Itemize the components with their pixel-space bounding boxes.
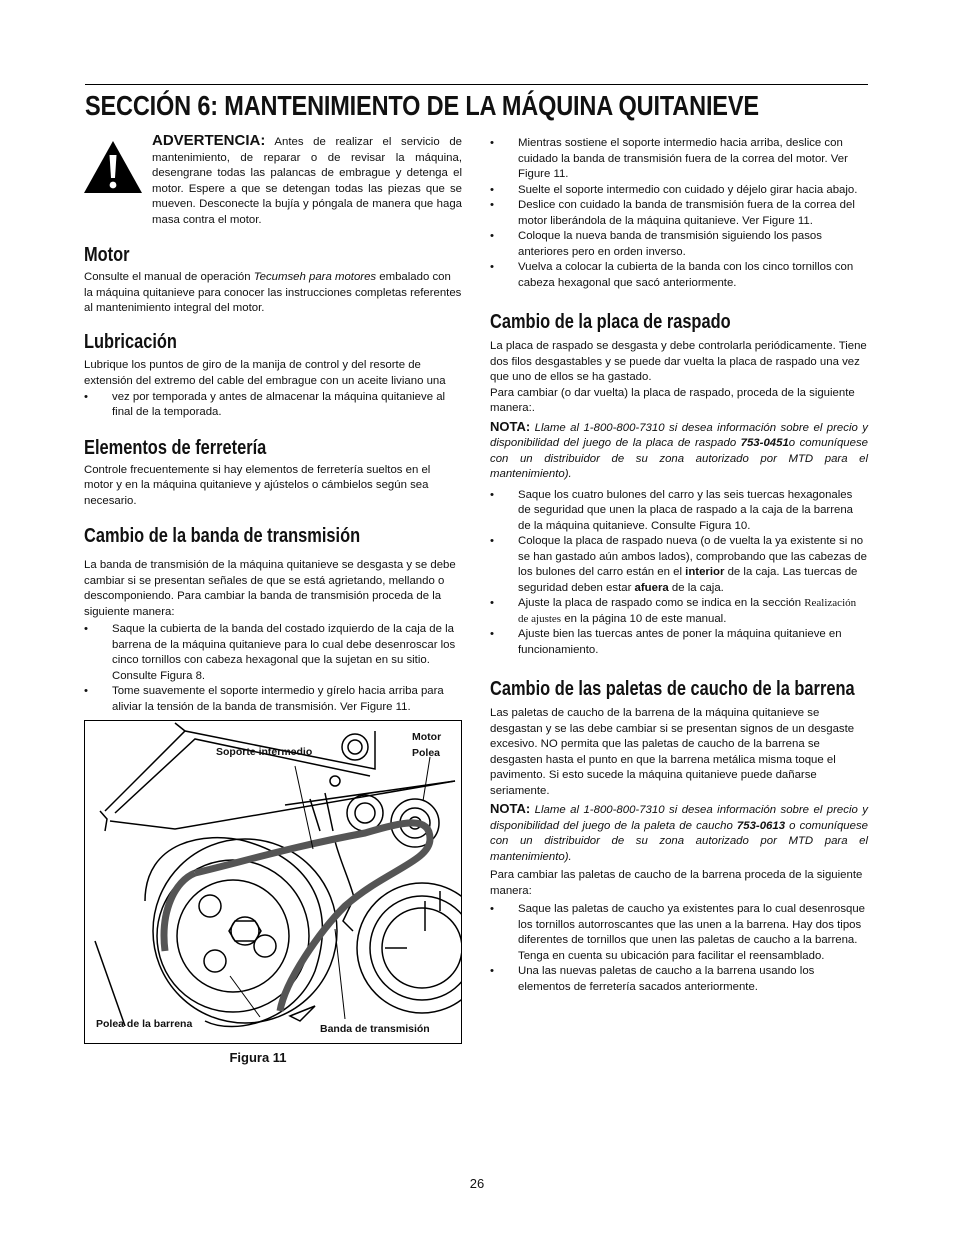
lubricacion-text: Lubrique los puntos de giro de la manija de control y del resorte de extensión del extremo del cable del embrague con un aceite liviano una xyxy=(84,358,446,387)
part-number: 753-0613 xyxy=(736,819,786,832)
note-lead: NOTA: xyxy=(490,418,531,434)
list-item: • Coloque la nueva banda de transmisión siguiendo los pasos anteriores pero en orden inverso. xyxy=(490,229,868,260)
warning-text xyxy=(152,133,462,228)
lubricacion-heading: Lubricación xyxy=(84,330,177,353)
section-reference: Realización de ajustes xyxy=(518,597,857,625)
part-number: 753-0451 xyxy=(740,437,789,449)
note-text: o comuníquese con un distribuidor de su zona autorizado por MTD para el mantenimiento). xyxy=(490,819,868,863)
list-item-text: en la página 10 de este manual. xyxy=(561,612,727,625)
list-item-text: Coloque la placa de raspado nueva (o de vuelta la ya existente si no se han gastado aún ambos lados), comprobando que las cabezas de los bulones del carro están en el xyxy=(518,535,867,578)
list-item: • Saque la cubierta de la banda del costado izquierdo de la caja de la barrena de la máquina quitanieve para lo cual debe desenroscar los cinco tornillos con cabeza hexagonal que la sujetan en su sitio. Consulte Figura 8. xyxy=(84,622,462,684)
figure-label-banda: Banda de transmisión xyxy=(320,1023,430,1035)
header-rule xyxy=(85,84,868,85)
warning-lead: ADVERTENCIA: xyxy=(152,132,266,149)
ferreteria-heading: Elementos de ferretería xyxy=(84,436,267,459)
raspado-heading: Cambio de la placa de raspado xyxy=(490,311,731,333)
motor-text-b: embalado con la máquina quitanieve para conocer las instrucciones completas referentes al mantenimiento integral del motor. xyxy=(84,271,462,314)
list-item: • Mientras sostiene el soporte intermedio hacia arriba, deslice con cuidado la banda de transmisión fuera de la correa del motor. Ver Figure 11. xyxy=(490,136,868,183)
raspado-list xyxy=(490,488,868,659)
banda-continued-list xyxy=(490,136,868,291)
paletas-text-1: Las paletas de caucho de la barrena de la máquina quitanieve se desgastan y se las debe cambiar si se presentan signos de un desgaste excesivo. NO permita que las paletas de caucho de la barrena se desgasten hasta el punto en que la barrena metálica misma toque el pavimento. Si esto sucede la máquina quitanieve puede dañarse seriamente. xyxy=(490,707,855,797)
list-item: • Deslice con cuidado la banda de transmisión fuera de la correa del motor liberándola de la máquina quitanieve. Ver Figure 11. xyxy=(490,198,868,229)
paletas-text-2: Para cambiar las paletas de caucho de la barrena proceda de la siguiente manera: xyxy=(490,869,863,897)
banda-list xyxy=(84,622,462,715)
list-item-bold: afuera xyxy=(634,581,669,594)
motor-text xyxy=(84,270,462,317)
motor-heading: Motor xyxy=(84,244,130,266)
note-text: o comuníquese con un distribuidor de su zona autorizado por MTD para el mantenimiento). xyxy=(490,437,868,480)
banda-heading: Cambio de la banda de transmisión xyxy=(84,525,361,547)
motor-text-italic: Tecumseh para motores xyxy=(253,271,377,283)
motor-text-a: Consulte el manual de operación xyxy=(84,271,254,283)
list-item: • Saque las paletas de caucho ya existentes para lo cual desenrosque los tornillos autorroscantes que las unen a la barrena. Hay dos tipos diferentes de tornillos que unen las paletas de caucho a la barrena. Tenga en cuenta su ubicación para facilitar el reensamblado. xyxy=(490,902,868,964)
warning-block xyxy=(84,133,462,233)
raspado-text-1: La placa de raspado se desgasta y debe controlarla periódicamente. Tiene dos filos desgastables y se puede dar vuelta la placa de raspado una vez que uno de ellos se ha gastado. xyxy=(490,340,867,383)
page-title: SECCIÓN 6: MANTENIMIENTO DE LA MÁQUINA QUITANIEVE xyxy=(85,90,759,121)
figure-label-motor: Motor xyxy=(412,731,442,743)
list-item-bold: interior xyxy=(685,566,725,578)
belt-drive-illustration xyxy=(85,721,462,1044)
figure-label-polea: Polea xyxy=(412,747,441,759)
note-text: Llame al 1-800-800-7310 si desea información sobre el precio y disponibilidad del juego de la paleta de caucho xyxy=(490,804,868,832)
list-item xyxy=(490,596,868,627)
list-item: • Tome suavemente el soporte intermedio y gírelo hacia arriba para aliviar la tensión de la banda de transmisión. Ver Figure 11. xyxy=(84,684,462,715)
figure-caption: Figura 11 xyxy=(229,1050,287,1065)
paletas-note xyxy=(490,801,868,865)
list-item-text: Ajuste la placa de raspado como se indica en la sección xyxy=(518,597,805,609)
list-item: • Vuelva a colocar la cubierta de la banda con los cinco tornillos con cabeza hexagonal que sacó anteriormente. xyxy=(490,260,868,291)
raspado-text-2: Para cambiar (o dar vuelta) la placa de raspado, proceda de la siguiente manera:. xyxy=(490,386,855,414)
paletas-list xyxy=(490,902,868,995)
list-item: • Saque los cuatro bulones del carro y las seis tuercas hexagonales de seguridad que unen la placa de raspado a la caja de la barrena de la máquina quitanieve. Consulte Figura 10. xyxy=(490,488,868,535)
figure-11 xyxy=(84,720,462,1044)
note-lead: NOTA: xyxy=(490,801,531,816)
figure-label-polea-barrena: Polea de la barrena xyxy=(96,1018,193,1030)
page-number: 26 xyxy=(469,1176,485,1191)
note-text: Llame al 1-800-800-7310 si desea información sobre el precio y disponibilidad del juego de la placa de raspado xyxy=(490,421,868,449)
list-item-text: de la caja. Las tuercas de seguridad deben estar xyxy=(518,566,858,594)
raspado-note xyxy=(490,419,868,483)
warning-body: Antes de realizar el servicio de mantenimiento, de reparar o de revisar la máquina, desengrane todas las palancas de embrague y detenga el motor. Espere a que se detengan todas las piezas que se mueven. Desconecte la bujía y póngala de manera que haga masa contra el motor. xyxy=(152,136,462,226)
ferreteria-text: Controle frecuentemente si hay elementos de ferretería sueltos en el motor y en la máquina quitanieve y ajústelos o cámbielos según sea necesario. xyxy=(84,463,431,507)
left-column xyxy=(84,133,462,1066)
banda-text: La banda de transmisión de la máquina quitanieve se desgasta y se debe cambiar si se presentan señales de que se está agrietando, mellando o descomponiendo. Para cambiar la banda de transmisión proceda de la siguiente manera: xyxy=(84,559,456,618)
warning-triangle-icon xyxy=(82,139,144,195)
list-item xyxy=(490,534,868,596)
right-column xyxy=(490,133,868,995)
figure-label-soporte: Soporte intermedio xyxy=(216,746,313,758)
list-item: • Suelte el soporte intermedio con cuidado y déjelo girar hacia abajo. xyxy=(490,183,868,199)
list-item: • vez por temporada y antes de almacenar la máquina quitanieve al final de la temporada. xyxy=(84,390,462,421)
list-item: • Ajuste bien las tuercas antes de poner la máquina quitanieve en funcionamiento. xyxy=(490,627,868,658)
paletas-heading: Cambio de las paletas de caucho de la barrena xyxy=(490,678,855,700)
list-item: • Una las nuevas paletas de caucho a la barrena usando los elementos de ferretería sacados anteriormente. xyxy=(490,964,868,995)
lubricacion-list xyxy=(84,390,462,421)
list-item-text: de la caja. xyxy=(668,581,724,594)
